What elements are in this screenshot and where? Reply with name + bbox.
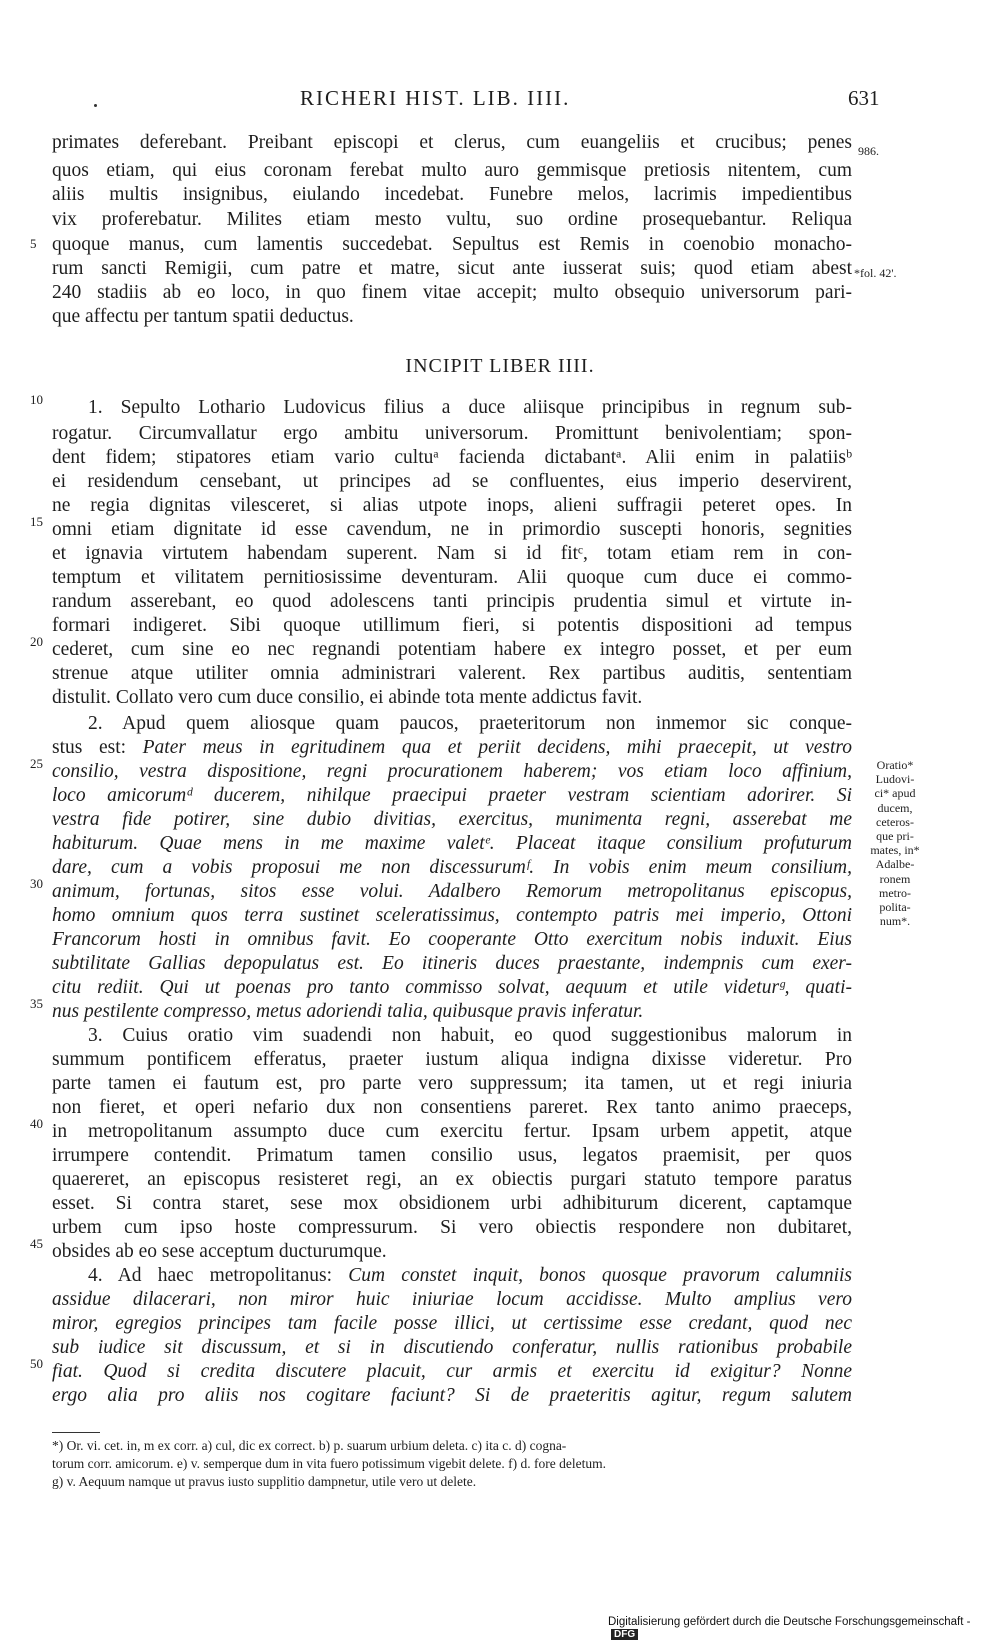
margin-note-line: ronem (879, 871, 911, 886)
text-line: quos etiam, qui eius coronam ferebat multo auro gemmisque pretiosis nitentem, cum (52, 160, 852, 181)
speech-text: Pater meus in egritudinem qua et periit decidens, mihi praecepit, ut vestro (142, 737, 852, 758)
text-line: primates deferebant. Preibant episcopi et clerus, cum euangeliis et crucibus; penes (52, 132, 852, 153)
text-line: ne regia dignitas vilesceret, si alias utpote inops, alieni suffragii peteret opes. In (52, 495, 852, 516)
margin-note-line: num*. (879, 914, 911, 929)
text-line: nus pestilente compresso, metus adoriendi talia, quibusque pravis inferatur. (52, 1001, 644, 1022)
line-number: 30 (30, 876, 43, 891)
text-line: vestra fide potirer, sine dubio divitias, exercitus, munimenta regni, asserebat me (52, 809, 852, 830)
text-line: que affectu per tantum spatii deductus. (52, 306, 354, 327)
page-number: 631 (848, 86, 880, 110)
speech-intro: 4. Ad haec metropolitanus: (88, 1265, 333, 1286)
line-number: 35 (30, 996, 43, 1011)
text-line: homo omnium quos terra sustinet sceleratissimus, contempto patris mei imperio, Ottoni (52, 905, 852, 926)
footnote-line: *) Or. vi. cet. in, m ex corr. a) cul, dic ex correct. b) p. suarum urbium deleta. c) ita c. d) cogna- (52, 1438, 567, 1453)
text-line: sub iudice sit discussum, et si in discutiendo conferatur, nullis rationibus probabile (52, 1337, 852, 1358)
text-line: miror, egregios principes tam facile posse illici, ut certissime esse credant, quod nec (52, 1313, 852, 1334)
line-number: 45 (30, 1236, 43, 1251)
margin-note-line: polita- (879, 900, 911, 915)
text-line: quaereret, an episcopus resisteret regi, an ex obiectis purgari statuto tempore paratus (52, 1169, 852, 1190)
text-line: irrumpere contendit. Primatum tamen consilio usus, legatos praemisit, per quos (52, 1145, 852, 1166)
margin-note-line: que pri- (876, 829, 914, 844)
line-number: 20 (30, 634, 43, 649)
line-number: 5 (30, 236, 37, 251)
text-line: omni etiam dignitate id esse cavendum, ne in primordio suscepti honoris, segnities (52, 519, 852, 540)
text-line: quoque manus, cum lamentis succedebat. Sepultus est Remis in coenobio monacho- (52, 234, 852, 255)
line-number: 25 (30, 756, 43, 771)
margin-note (860, 758, 930, 928)
text-line: dare, cum a vobis proposui me non discessurumᶠ. In vobis enim meum consilium, (52, 857, 852, 878)
text-line: ergo alia pro aliis nos cogitare faciunt? Si de praeteritis agitur, regum salutem (52, 1385, 852, 1406)
line-number: 40 (30, 1116, 43, 1131)
text-line: cederet, cum sine eo nec regnandi potentiam habere ex integro posset, et per eum (52, 639, 852, 660)
text-line: distulit. Collato vero cum duce consilio, ei abinde tota mente addictus favit. (52, 687, 643, 708)
digitization-credit (608, 1616, 1000, 1640)
text-line: habiturum. Quae mens in me maxime valetᵉ. Placeat itaque consilium profuturum (52, 833, 852, 854)
footnote-line: torum corr. amicorum. e) v. semperque dum in vita fuero potissimum vigebit delete. f) d. fore deletum. (52, 1456, 606, 1471)
text-line: fiat. Quod si credita discutere placuit, cur armis et exercitu id exigitur? Nonne (52, 1361, 852, 1382)
footnote-rule (52, 1432, 100, 1433)
margin-note-line: Ludovi- (875, 772, 915, 787)
text-line: dent fidem; stipatores etiam vario cultuᵃ facienda dictabantᵃ. Alii enim in palatiisᵇ (52, 447, 852, 468)
text-line: non fieret, et operi nefario dux non consentiens pareret. Rex tanto animo praeceps, (52, 1097, 852, 1118)
text-line: summum pontificem efferatus, praeter iustum aliqua indigna dixisse videretur. Pro (52, 1049, 852, 1070)
text-line: in metropolitanum assumpto duce cum exercitu fertur. Ipsam urbem appetit, atque (52, 1121, 852, 1142)
running-title: RICHERI HIST. LIB. IIII. (300, 86, 571, 110)
text-line: aliis multis insignibus, eiulando incedebat. Funebre melos, lacrimis impedientibus (52, 184, 852, 205)
text-line: animum, fortunas, sitos esse volui. Adalbero Remorum metropolitanus episcopus, (52, 881, 852, 902)
text-line: randum asserebant, eo quod adolescens tanti principis prudentia simul et virtute in- (52, 591, 852, 612)
margin-note-line: ceteros- (876, 814, 914, 829)
text-line: vix proferebatur. Milites etiam mesto vultu, suo ordine prosequebantur. Reliqua (52, 209, 852, 230)
text-line: 240 stadiis ab eo loco, in quo finem vitae accepit; multo obsequio universorum pari- (52, 282, 852, 303)
text-line: rogatur. Circumvallatur ergo ambitu universorum. Promittunt benivolentiam; spon- (52, 423, 852, 444)
dfg-logo: DFG (611, 1629, 638, 1640)
text-line: loco amicorumᵈ ducerem, nihilque praecipui praeter vestram scientiam adorirer. Si (52, 785, 852, 806)
text-line: formari indigeret. Sibi quoque utillimum fieri, si potentis dispositioni ad tempus (52, 615, 852, 636)
margin-note-line: ducem, (877, 800, 913, 815)
margin-note-line: Adalbe- (875, 857, 915, 872)
text-line: et ignavia virtutem habendam superent. Nam si id fitᶜ, totam etiam rem in con- (52, 543, 852, 564)
text-line: urbem cum ipso hoste compressurum. Si vero obiectis respondere non dubitaret, (52, 1217, 852, 1238)
margin-note-line: Oratio* (876, 758, 914, 772)
speech-intro: stus est: (52, 737, 127, 758)
speech-text: Cum constet inquit, bonos quosque pravorum calumniis (348, 1265, 852, 1286)
line-number: 15 (30, 514, 43, 529)
text-line: 2. Apud quem aliosque quam paucos, praeteritorum non inmemor sic conque- (88, 713, 852, 734)
text-line: obsides ab eo sese acceptum ducturumque. (52, 1241, 387, 1262)
line-number: 50 (30, 1356, 43, 1371)
text-line: parte tamen ei fautum est, pro parte vero suppressum; ita tamen, ut et regi iniuria (52, 1073, 852, 1094)
margin-note-line: mates, in* (870, 843, 920, 858)
text-line: rum sancti Remigii, cum patre et matre, sicut ante iusserat suis; quod etiam abest (52, 258, 852, 279)
text-line: 1. Sepulto Lothario Ludovicus filius a duce aliisque principibus in regnum sub- (88, 397, 852, 418)
text-line: strenue atque utiliter omnia administrari valerent. Rex partibus auditis, sententiam (52, 663, 852, 684)
line-number: 10 (30, 392, 43, 407)
text-line: subtilitate Gallias depopulatus est. Eo itineris duces praestante, indempnis cum exer- (52, 953, 852, 974)
text-line: esset. Si contra staret, sese mox obsidionem urbi adhibiturum dicerent, captamque (52, 1193, 852, 1214)
running-header (0, 86, 1000, 126)
text-line: citu rediit. Qui ut poenas pro tanto commisso solvat, aequum et utile videturᵍ, quati- (52, 977, 852, 998)
text-line: Francorum hosti in omnibus favit. Eo cooperante Otto exercitum nobis induxit. Eius (52, 929, 852, 950)
text-line: consilio, vestra dispositione, regni procurationem haberem; vos etiam loco affinium, (52, 761, 852, 782)
margin-note-line: ci* apud (874, 786, 916, 801)
text-line: temptum et vilitatem pernitiosissime deventuram. Alii quoque cum duce ei commo- (52, 567, 852, 588)
book-heading: INCIPIT LIBER IIII. (405, 355, 595, 377)
text-line: ei residendum censebant, ut principes ad se confluentes, eius imperio deservirent, (52, 471, 852, 492)
footnote-line: g) v. Aequum namque ut pravus iusto supplitio dampnetur, utile vero ut delete. (52, 1474, 477, 1489)
header-mark (94, 104, 97, 107)
year-note: 986. (858, 144, 879, 158)
text-line: 3. Cuius oratio vim suadendi non habuit, eo quod suggestionibus malorum in (88, 1025, 852, 1046)
folio-note: *fol. 42'. (854, 266, 897, 280)
footer-text: Digitalisierung gefördert durch die Deutsche Forschungsgemeinschaft - (608, 1616, 971, 1628)
text-line: assidue dilacerari, non miror huic iniuriae locum accidisse. Multo amplius vero (52, 1289, 852, 1310)
margin-note-line: metro- (879, 885, 911, 900)
